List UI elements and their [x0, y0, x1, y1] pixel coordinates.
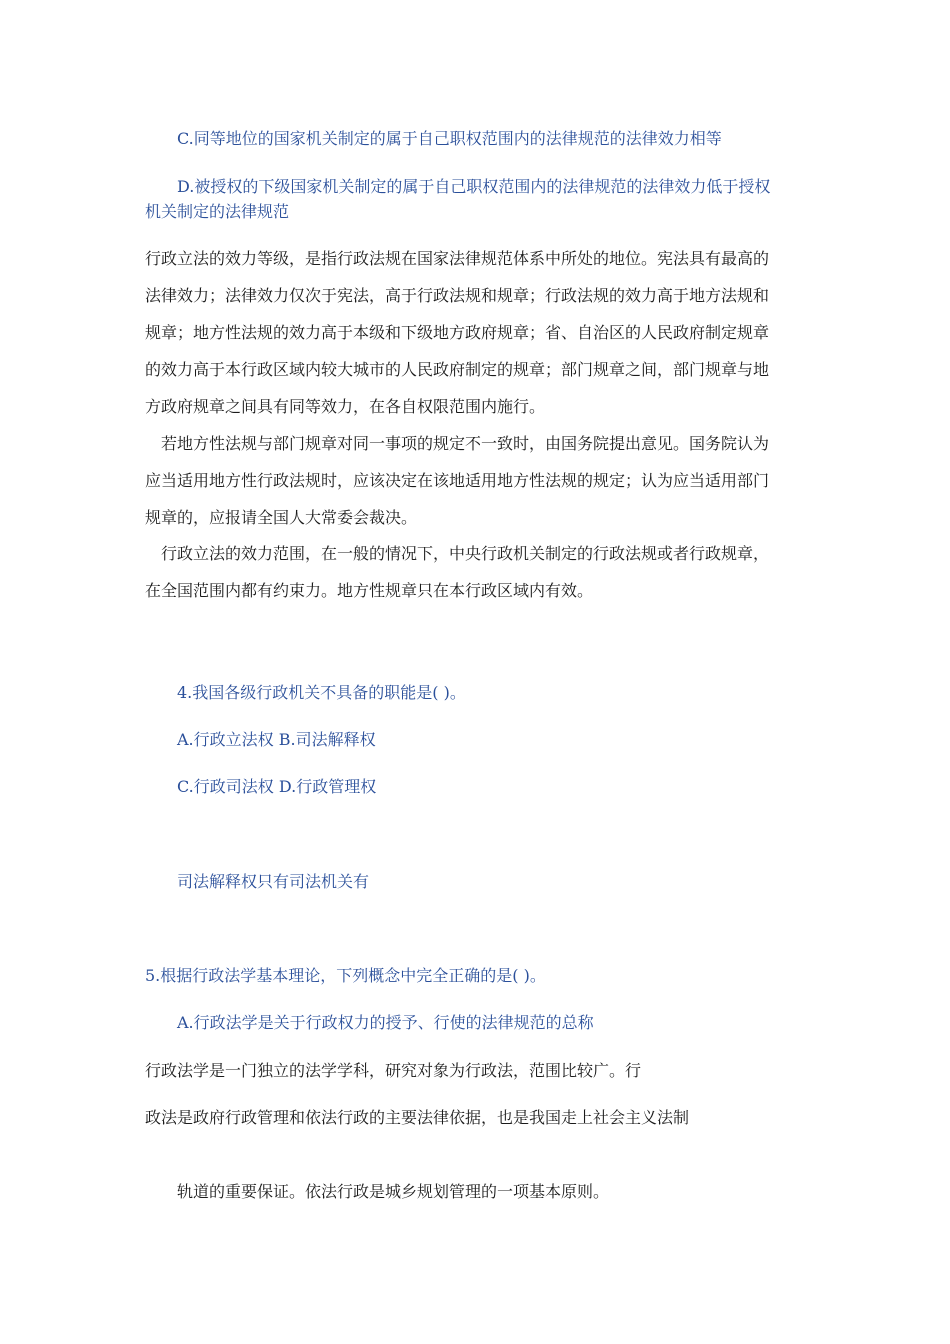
q3-option-c: C.同等地位的国家机关制定的属于自己职权范围内的法律规范的法律效力相等 — [177, 129, 722, 148]
q3-p1-line: 行政立法的效力等级，是指行政法规在国家法律规范体系中所处的地位。宪法具有最高的 — [145, 249, 770, 268]
q3-p1-line: 方政府规章之间具有同等效力，在各自权限范围内施行。 — [145, 397, 546, 416]
q5-explanation-line3: 轨道的重要保证。依法行政是城乡规划管理的一项基本原则。 — [177, 1182, 610, 1201]
q5-explanation-line2: 政法是政府行政管理和依法行政的主要法律依据，也是我国走上社会主义法制 — [145, 1108, 690, 1127]
q3-p3-line: 行政立法的效力范围，在一般的情况下，中央行政机关制定的行政法规或者行政规章， — [161, 544, 770, 563]
q3-explanation-p1 — [145, 240, 810, 425]
q4-options-ab: A.行政立法权 B.司法解释权 — [177, 730, 376, 749]
q3-p1-line: 规章；地方性法规的效力高于本级和下级地方政府规章；省、自治区的人民政府制定规章 — [145, 323, 770, 342]
q4-explanation: 司法解释权只有司法机关有 — [177, 872, 370, 891]
q3-p2-line: 应当适用地方性行政法规时，应该决定在该地适用地方性法规的规定；认为应当适用部门 — [145, 471, 770, 490]
q3-p2-line: 规章的，应报请全国人大常委会裁决。 — [145, 508, 418, 527]
q5-option-a: A.行政法学是关于行政权力的授予、行使的法律规范的总称 — [177, 1013, 594, 1032]
q4-options-cd: C.行政司法权 D.行政管理权 — [177, 777, 377, 796]
q3-p3-line: 在全国范围内都有约束力。地方性规章只在本行政区域内有效。 — [145, 581, 594, 600]
q3-p1-line: 法律效力；法律效力仅次于宪法，高于行政法规和规章；行政法规的效力高于地方法规和 — [145, 286, 770, 305]
q3-p2-line: 若地方性法规与部门规章对同一事项的规定不一致时，由国务院提出意见。国务院认为 — [161, 434, 770, 453]
q4-stem: 4.我国各级行政机关不具备的职能是( )。 — [177, 683, 466, 702]
q5-stem: 5.根据行政法学基本理论，下列概念中完全正确的是( )。 — [145, 966, 546, 985]
q3-explanation-p3 — [145, 535, 810, 609]
q3-explanation-p2 — [145, 425, 810, 536]
q3-option-d-line1: D.被授权的下级国家机关制定的属于自己职权范围内的法律规范的法律效力低于授权 — [177, 177, 771, 196]
q5-explanation-line1: 行政法学是一门独立的法学学科，研究对象为行政法，范围比较广。行 — [145, 1061, 642, 1080]
q3-option-d-line2: 机关制定的法律规范 — [145, 202, 290, 221]
q3-p1-line: 的效力高于本行政区域内较大城市的人民政府制定的规章；部门规章之间，部门规章与地 — [145, 360, 770, 379]
